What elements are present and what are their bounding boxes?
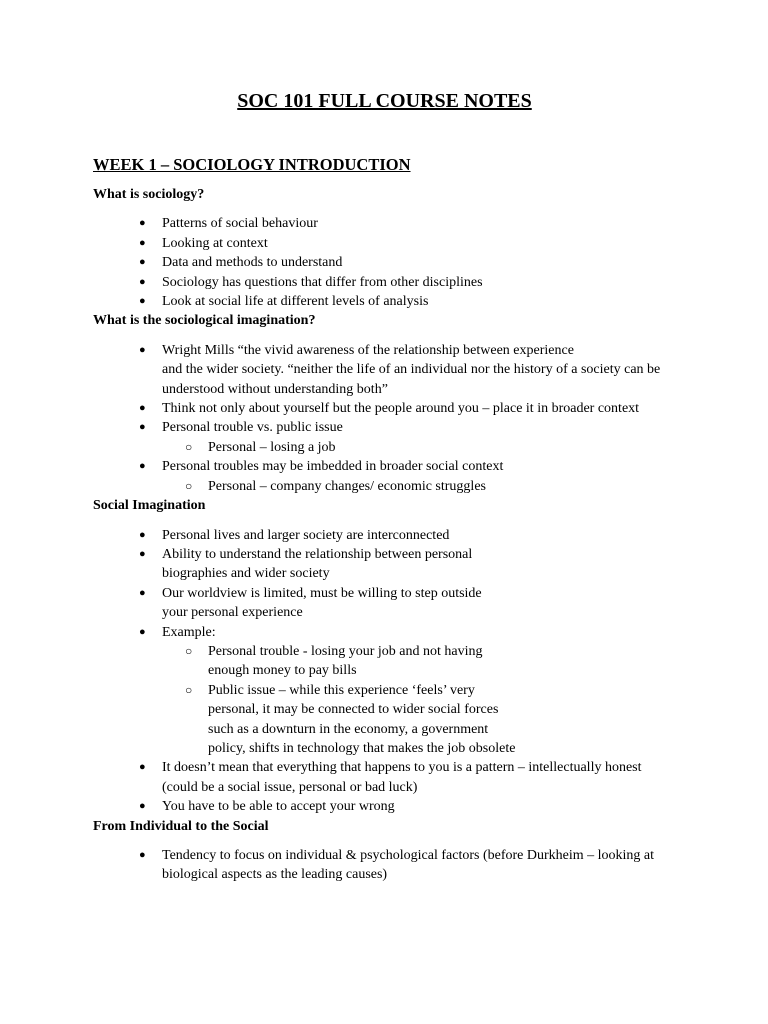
bullet-icon: ●	[139, 528, 146, 541]
bullet-icon: ●	[139, 343, 146, 356]
list-item: ● Ability to understand the relationship between personal biographies and wider society	[139, 546, 473, 582]
bullet-icon: ●	[139, 421, 146, 434]
sub-list-item: ○ Personal – losing a job	[162, 438, 676, 457]
bullet-icon: ●	[139, 586, 146, 599]
bullet-list	[93, 214, 676, 311]
bullet-icon: ●	[139, 295, 146, 308]
bullet-icon: ●	[139, 217, 146, 230]
list-item: ● Tendency to focus on individual & psychological factors (before Durkheim – looking at biological aspects as the leading causes)	[139, 848, 655, 883]
bullet-icon: ●	[139, 256, 146, 269]
circle-bullet-icon: ○	[185, 643, 193, 658]
week-heading: WEEK 1 – SOCIOLOGY INTRODUCTION	[93, 155, 411, 174]
bullet-icon: ●	[139, 402, 146, 415]
list-item: ● Think not only about yourself but the people around you – place it in broader context	[93, 399, 676, 418]
list-item: ● Look at social life at different levels of analysis	[93, 292, 676, 311]
bullet-list	[93, 526, 676, 817]
bullet-list	[93, 846, 676, 885]
bullet-icon: ●	[139, 547, 146, 560]
bullet-icon: ●	[139, 236, 146, 249]
sub-bullet-list	[162, 438, 676, 457]
list-item: ● Personal troubles may be imbedded in broader social context ○ Personal – company changes/ economic struggles	[93, 457, 676, 496]
list-item: ● You have to be able to accept your wrong	[93, 797, 676, 816]
document-title: SOC 101 FULL COURSE NOTES	[237, 90, 532, 112]
list-item: ● Wright Mills “the vivid awareness of the relationship between experience and the wider society. “neither the life of an individual nor the history of a society can be understood without understanding both”	[139, 342, 661, 397]
list-item: ● Looking at context	[93, 234, 676, 253]
list-item: ● Our worldview is limited, must be willing to step outside your personal experience	[139, 585, 482, 621]
sub-bullet-list	[162, 477, 676, 496]
list-item: ● Patterns of social behaviour	[93, 214, 676, 233]
sub-list-item: ○ Public issue – while this experience ‘feels’ very personal, it may be connected to wider social forces such as a downturn in the economy, a government policy, shifts in technology that makes the job obsolete	[185, 682, 516, 756]
section-heading-what-is-sociology: What is sociology?	[93, 187, 205, 202]
bullet-list	[93, 341, 676, 496]
list-item: ● Data and methods to understand	[93, 253, 676, 272]
list-item: ● Personal lives and larger society are interconnected	[93, 526, 676, 545]
section-heading-social-imagination: Social Imagination	[93, 498, 206, 514]
section-heading-sociological-imagination: What is the sociological imagination?	[93, 313, 316, 329]
bullet-icon: ●	[139, 849, 146, 861]
list-item: ● Example: ○ Personal trouble - losing your job and not having enough money to pay bills ○ Public issue – while this experience ‘feels’ very personal, it may be connected to wider social forces such as a downturn in the economy, a government policy, shifts in technology that makes the job obsolete	[93, 623, 676, 759]
bullet-icon: ●	[139, 460, 146, 473]
circle-bullet-icon: ○	[185, 439, 193, 454]
bullet-icon: ●	[139, 761, 146, 774]
list-item: ● It doesn’t mean that everything that happens to you is a pattern – intellectually honest (could be a social issue, personal or bad luck)	[139, 760, 642, 795]
list-item: ● Sociology has questions that differ from other disciplines	[93, 273, 676, 292]
circle-bullet-icon: ○	[185, 478, 193, 493]
circle-bullet-icon: ○	[185, 682, 193, 697]
bullet-icon: ●	[139, 625, 146, 638]
bullet-icon: ●	[139, 800, 146, 813]
sub-list-item: ○ Personal trouble - losing your job and not having enough money to pay bills	[185, 643, 483, 679]
list-item: ● Personal trouble vs. public issue ○ Personal – losing a job	[93, 418, 676, 457]
sub-list-item: ○ Personal – company changes/ economic struggles	[162, 477, 676, 496]
section-heading-individual-to-social: From Individual to the Social	[93, 818, 269, 834]
bullet-icon: ●	[139, 275, 146, 288]
sub-bullet-list	[162, 642, 676, 758]
